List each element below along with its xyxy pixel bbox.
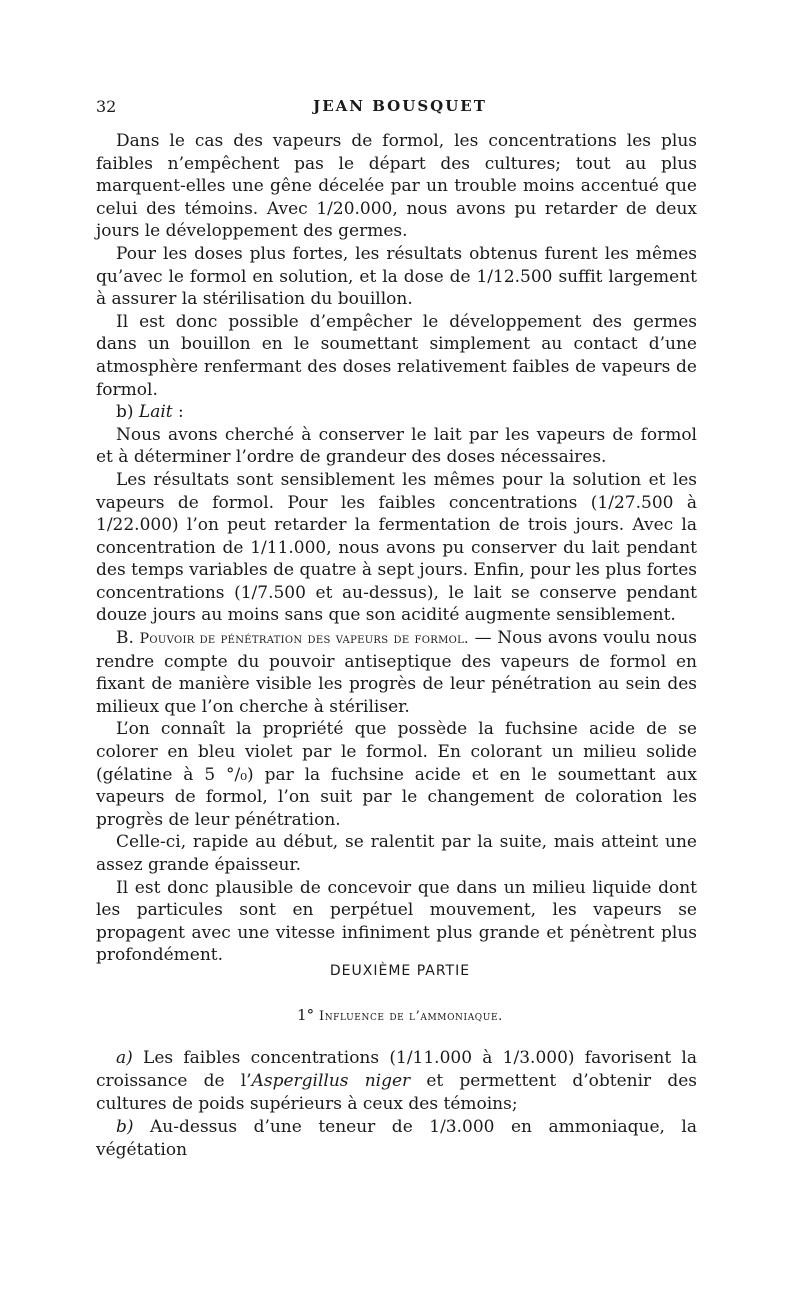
paragraph-broth-high-doses: Pour les doses plus fortes, les résultats obtenus furent les mêmes qu’avec le formol en solution, et la dose de 1/12.500 suffit largement à assurer la stérilisation du bouillon. [96,243,697,310]
subsection-milk-heading [96,401,697,424]
conclusion-a-text-2: et permettent d’obtenir des cultures de poids supérieurs à ceux des témoins; [96,1071,697,1114]
running-title: JEAN BOUSQUET [313,97,487,115]
main-body [96,130,697,967]
paragraph-milk-results: Les résultats sont sensiblement les mêmes pour la solution et les vapeurs de formol. Pour les faibles concentrations (1/27.500 à 1/22.000) l’on peut retarder la fermentation de trois jours. Avec la concentration de 1/11.000, nous avons pu conserver du lait pendant des temps variables de quatre à sept jours. Enfin, pour les plus fortes concentrations (1/7.500 et au-dessus), le lait se conserve pendant douze jours au moins sans que son acidité augmente sensiblement. [96,469,697,626]
section-number: 1° [297,1006,315,1024]
subsection-title: Lait [138,402,173,423]
conclusion-a [96,1047,697,1116]
conclusion-a-label: a) [116,1048,133,1068]
page-number: 32 [96,97,117,116]
paragraph-penetration-rate: Celle-ci, rapide au début, se ralentit par la suite, mais atteint une assez grande épaisseur. [96,832,697,875]
paragraph-liquid-medium: Il est donc plausible de concevoir que dans un milieu liquide dont les particules sont en perpétuel mouvement, les vapeurs se propagent avec une vitesse infiniment plus grande et pénètrent plus profondément. [96,877,697,966]
species-name: Aspergillus niger [251,1071,411,1091]
conclusion-b [96,1116,697,1162]
section-b-text: — Nous avons voulu nous rendre compte du pouvoir antiseptique des vapeurs de formol en fixant de manière visible les progrès de leur pénétration au sein des milieux que l’on cherche à stériliser. [96,628,698,717]
section-b-title: Pouvoir de pénétration des vapeurs de formol. [139,631,469,648]
paragraph-broth-conclusion: Il est donc possible d’empêcher le développement des germes dans un bouillon en le soumettant simplement au contact d’une atmosphère renfermant des doses relativement faibles de vapeurs de formol. [96,311,697,400]
conclusion-a-text-1: Les faibles concentrations (1/11.000 à 1/3.000) favorisent la croissance de l’ [96,1048,697,1091]
section-b-paragraph [96,627,697,718]
subsection-label: b) [116,402,134,423]
part-heading: DEUXIÈME PARTIE [329,963,471,979]
paragraph-broth-low-doses: Dans le cas des vapeurs de formol, les concentrations les plus faibles n’empêchent pas le départ des cultures; tout au plus marquent-elles une gêne décelée par un trouble moins accentué que celui des témoins. Avec 1/20.000, nous avons pu retarder de deux jours le développement des germes. [96,131,697,242]
paragraph-milk-aim: Nous avons cherché à conserver le lait par les vapeurs de formol et à déterminer l’ordre de grandeur des doses nécessaires. [96,424,697,468]
section-title: Influence de l’ammoniaque. [318,1009,503,1024]
conclusion-b-label: b) [116,1117,134,1137]
conclusions-list [96,1047,697,1162]
section-b-label: B. [116,628,134,649]
conclusion-b-text: Au-dessus d’une teneur de 1/3.000 en ammoniaque, la végétation [96,1117,697,1160]
paragraph-fuchsine: L’on connaît la propriété que possède la fuchsine acide de se colorer en bleu violet par le formol. En colorant un milieu solide (gélatine à 5 °/₀) par la fuchsine acide et en le soumettant aux vapeurs de formol, l’on suit par le changement de coloration les progrès de leur pénétration. [96,719,697,830]
section-heading [0,1006,800,1024]
subsection-colon: : [178,402,184,423]
